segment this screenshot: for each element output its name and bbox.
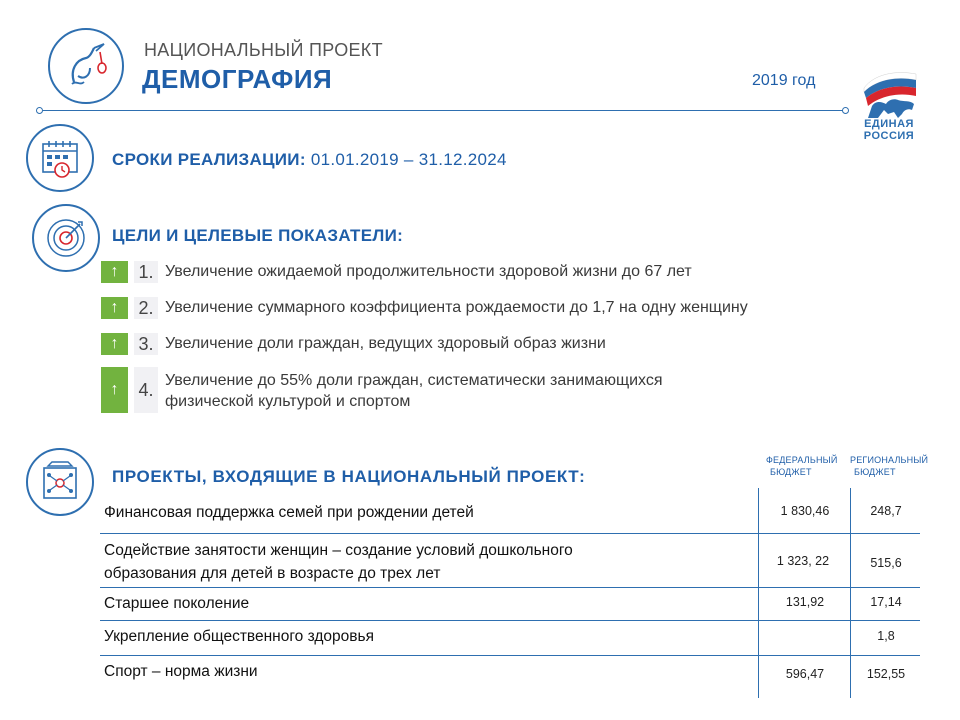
table-col-divider-2 — [850, 488, 851, 698]
projects-title: ПРОЕКТЫ, ВХОДЯЩИЕ В НАЦИОНАЛЬНЫЙ ПРОЕКТ: — [112, 467, 586, 486]
up-arrow-icon: ↑ — [101, 333, 128, 355]
goal-text-line2: физической культурой и спортом — [165, 393, 411, 410]
table-row-divider — [100, 655, 920, 656]
federal-budget-line1: ФЕДЕРАЛЬНЫЙ — [766, 455, 838, 465]
regional-budget-line2: БЮДЖЕТ — [854, 467, 896, 477]
logo-text-line1: ЕДИНАЯ — [864, 118, 914, 130]
goal-number: 3. — [134, 333, 158, 355]
logo-text-line2: РОССИЯ — [863, 130, 915, 142]
timeline-dates: 01.01.2019 – 31.12.2024 — [305, 150, 507, 169]
timeline-title — [112, 150, 507, 170]
goals-icon-circle — [32, 204, 100, 272]
calendar-icon — [28, 126, 92, 190]
goal-text: Увеличение суммарного коэффициента рождаемости до 1,7 на одну женщину — [165, 299, 748, 316]
regional-value: 152,55 — [866, 667, 906, 681]
project-name: Укрепление общественного здоровья — [104, 628, 374, 645]
regional-budget-line1: РЕГИОНАЛЬНЫЙ — [850, 455, 929, 465]
timeline-label: СРОКИ РЕАЛИЗАЦИИ — [112, 150, 300, 169]
bear-flag-icon — [858, 66, 920, 120]
goal-number: 2. — [134, 297, 158, 319]
table-col-divider-1 — [758, 488, 759, 698]
federal-budget-line2: БЮДЖЕТ — [770, 467, 812, 477]
goal-text-line1: Увеличение до 55% доли граждан, систематически занимающихся — [165, 372, 663, 389]
timeline-icon-circle — [26, 124, 94, 192]
goal-text: Увеличение ожидаемой продолжительности здоровой жизни до 67 лет — [165, 263, 692, 280]
project-name: Финансовая поддержка семей при рождении детей — [104, 504, 474, 521]
stork-logo — [48, 28, 124, 104]
table-row-divider — [100, 533, 920, 534]
goal-text: Увеличение доли граждан, ведущих здоровый образ жизни — [165, 335, 606, 352]
structure-icon — [28, 450, 92, 514]
goal-number: 4. — [134, 367, 158, 413]
projects-icon-circle — [26, 448, 94, 516]
federal-value: 131,92 — [785, 595, 825, 609]
up-arrow-icon: ↑ — [101, 297, 128, 319]
divider-dot-left — [36, 107, 43, 114]
federal-value: 596,47 — [785, 667, 825, 681]
target-icon — [34, 206, 98, 270]
up-arrow-icon: ↑ — [101, 261, 128, 283]
table-row-divider — [100, 587, 920, 588]
regional-value: 515,6 — [870, 556, 902, 570]
up-arrow-icon: ↑ — [101, 367, 128, 413]
federal-budget-header — [766, 454, 838, 478]
united-russia-logo — [858, 66, 920, 146]
table-row-divider — [100, 620, 920, 621]
goal-number: 1. — [134, 261, 158, 283]
regional-value: 1,8 — [877, 629, 895, 643]
project-name-line2: образования для детей в возрасте до трех лет — [104, 565, 441, 582]
timeline-separator: : — [299, 150, 306, 169]
federal-value: 1 323, 22 — [776, 554, 830, 568]
page-title: ДЕМОГРАФИЯ — [142, 64, 333, 94]
divider-dot-right — [842, 107, 849, 114]
page-subtitle: НАЦИОНАЛЬНЫЙ ПРОЕКТ — [144, 40, 383, 60]
regional-budget-header — [850, 454, 928, 478]
project-name-line1: Содействие занятости женщин – создание условий дошкольного — [104, 542, 573, 559]
project-name: Старшее поколение — [104, 595, 250, 612]
project-name: Спорт – норма жизни — [104, 663, 258, 680]
regional-value: 248,7 — [870, 504, 902, 518]
goals-title: ЦЕЛИ И ЦЕЛЕВЫЕ ПОКАЗАТЕЛИ: — [112, 226, 404, 245]
regional-value: 17,14 — [870, 595, 902, 609]
year-label: 2019 год — [752, 72, 816, 89]
federal-value: 1 830,46 — [780, 504, 830, 518]
header-divider — [43, 110, 843, 111]
stork-icon — [50, 30, 122, 102]
